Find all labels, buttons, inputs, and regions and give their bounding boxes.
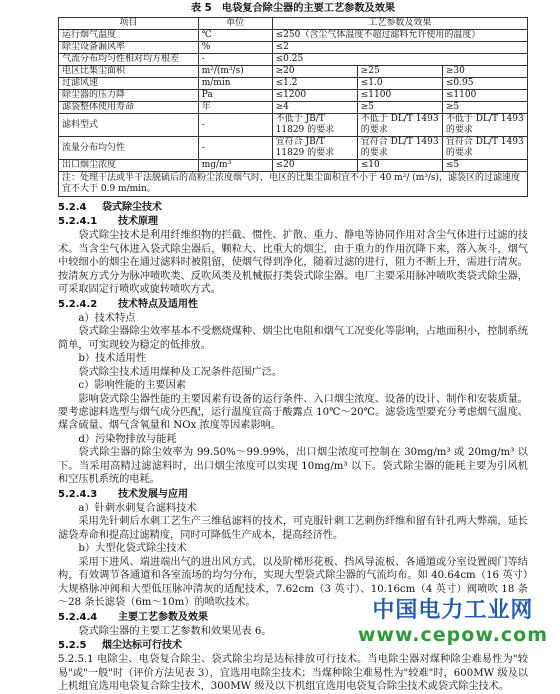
cell-unit: 年 (198, 102, 272, 114)
list-item: b）技术适用性 (78, 353, 147, 365)
table-row (59, 102, 528, 114)
cell-value: ≤2 (272, 42, 527, 54)
cell-value: ≥4 (272, 102, 357, 114)
list-item: d）污染物排放与能耗 (78, 433, 177, 445)
subsection-heading (58, 215, 528, 228)
parameter-table (58, 17, 528, 172)
paragraph: 袋式除尘技术是利用纤维织物的拦截、惯性、扩散、重力、静电等协同作用对含尘气体进行过滤的技术。当含尘气体进入袋式除尘器后，颗粒大、比重大的烟尘，由于重力的作用沉降下来，落入灰斗，烟气中较细小的烟尘在通过滤料时被阻留，使烟气得到净化，随着过滤的进行，阻力不断上升，需进行清灰。按清灰方式分为脉冲喷吹类、反吹风类及机械振打类袋式除尘器。电厂主要采用脉冲喷吹类袋式除尘器，可采取固定行喷吹或旋转喷吹方式。 (58, 230, 528, 296)
cell-unit: ℃ (198, 30, 272, 42)
paragraph: 采用先针刺后水刺工艺生产三维毡滤料的技术，可克服针刺工艺刺伤纤维和留有针孔两大弊端，延长滤袋寿命和提高过滤精度，同时可降低生产成本，提高经济性。 (58, 516, 528, 541)
heading-title: 技术特点及适用性 (118, 298, 198, 310)
list-item: a）针刺水刺复合滤料技术 (78, 502, 197, 514)
cell-value: ≤1.0 (357, 78, 442, 90)
cell-item: 气流分布均匀性相对均方根差 (59, 54, 199, 66)
cell-value: ≤1100 (357, 90, 442, 102)
cell-value: 宜符合 DL/T 1493 的要求 (442, 137, 527, 160)
col-header-item: 项目 (59, 18, 199, 30)
cell-value: ≤1.2 (272, 78, 357, 90)
paragraph: 袋式除尘器的除尘效率为 99.50%～99.99%，出口烟尘浓度可控制在 30mg/m³ 或 20mg/m³ 以下。当采用高精过滤滤料时，出口烟尘浓度可以实现 10mg/m³ 以下。袋式除尘器的能耗主要为引风机和空压机系统的电耗。 (58, 447, 528, 486)
paragraph: 影响袋式除尘器性能的主要因素有设备的运行条件、入口烟尘浓度、设备的设计、制作和安装质量。要考虑滤料选型与烟气成分匹配，运行温度宜高于酸露点 10℃～20℃。滤袋选型要充分考虑烟气温度、煤含硫量、烟气含氧量和 NOx 浓度等因素影响。 (58, 393, 528, 432)
cell-value: ≥5 (442, 102, 527, 114)
cell-value: ≤0.25 (272, 54, 527, 66)
cell-value: 宜符合 DL/T 1493 的要求 (357, 137, 442, 160)
table-row (59, 78, 528, 90)
cell-item: 过滤风速 (59, 78, 199, 90)
table-row (59, 42, 528, 54)
cell-value: 不低于 DL/T 1493 的要求 (357, 114, 442, 137)
table-caption: 表 5 电袋复合除尘器的主要工艺参数及效果 (190, 3, 396, 14)
table-row (59, 66, 528, 78)
cell-value: ≥30 (442, 66, 527, 78)
cell-value: 不低于 DL/T 1493 的要求 (442, 114, 527, 137)
cell-item: 出口烟尘浓度 (59, 160, 199, 172)
cell-unit: - (198, 137, 272, 160)
cell-value: ≥20 (272, 66, 357, 78)
cell-value: ≤1100 (442, 90, 527, 102)
heading-number: 5.2.4.4 (58, 611, 98, 623)
paragraph: 5.2.5.1 电除尘、电袋复合除尘、袋式除尘均是达标排放可行技术。当电除尘器对煤种除尘难易性为"较易"或"一般"时（评价方法见表 3），宜选用电除尘技术；当煤种除尘难易性为"较难"时，600MW 级及以上机组宜选用电袋复合除尘技术，300MW 级及以下机组宜选用电袋复合除尘技术或袋式除尘技术。 (58, 654, 528, 693)
section-heading (58, 201, 528, 214)
cell-value: ≤10 (357, 160, 442, 172)
table-header-row (59, 18, 528, 30)
table-row (59, 90, 528, 102)
heading-title: 袋式除尘技术 (102, 201, 162, 213)
list-item: b）大型化袋式除尘技术 (78, 543, 187, 555)
heading-title: 技术发展与应用 (118, 488, 188, 500)
col-header-params: 工艺参数及效果 (272, 18, 527, 30)
subsection-heading (58, 488, 528, 501)
table-row (59, 160, 528, 172)
table-row (59, 54, 528, 66)
table-row (59, 137, 528, 160)
heading-title: 主要工艺参数及效果 (118, 611, 208, 623)
paragraph: 采用下进风、端进端出气的进出风方式，以及阶梯形花板、挡风导流板、各通道或分室设置阀门等结构，有效调节各通道和各室流场的均匀分布，实现大型袋式除尘器的气流均布。如 40.64cm（16 英寸）大规格脉冲阀和大型低压脉冲清灰的适配技术，7.62cm（3 英寸）、10.16cm（4 英寸）阀喷吹 18 条～28 条长滤袋（6m～10m）的喷吹技术。 (58, 556, 528, 609)
heading-number: 5.2.4.1 (58, 216, 98, 228)
heading-number: 5.2.5 (58, 640, 87, 652)
cell-item: 除尘器的压力降 (59, 90, 199, 102)
list-item: a）技术特点 (78, 312, 136, 324)
heading-title: 烟尘达标可行技术 (102, 640, 182, 652)
cell-value: ≤0.95 (442, 78, 527, 90)
heading-number: 5.2.4.2 (58, 298, 98, 310)
cell-value: ≤1200 (272, 90, 357, 102)
cell-value: ≤5 (442, 160, 527, 172)
cell-value: ≤20 (272, 160, 357, 172)
heading-number: 5.2.4.3 (58, 488, 98, 500)
cell-value: 宜符合 JB/T 11829 的要求 (272, 137, 357, 160)
cell-unit: m²/(m³/s) (198, 66, 272, 78)
paragraph: 袋式除尘器的主要工艺参数和效果见表 6。 (78, 625, 272, 637)
heading-number: 5.2.4 (58, 201, 87, 213)
cell-unit: mg/m³ (198, 160, 272, 172)
cell-unit: % (198, 42, 272, 54)
watermark-url: www.cepow.com (357, 624, 548, 647)
cell-unit: Pa (198, 90, 272, 102)
watermark-cn: 中国电力工业网 (372, 598, 534, 623)
table-row (59, 114, 528, 137)
table-row (59, 30, 528, 42)
paragraph: 袋式除尘器除尘效率基本不受燃烧煤种、烟尘比电阻和烟气工况变化等影响，占地面积小，控制系统简单，可实现较为稳定的低排放。 (58, 326, 528, 351)
cell-value: 不低于 JB/T 11829 的要求 (272, 114, 357, 137)
cell-item: 除尘设备漏风率 (59, 42, 199, 54)
cell-value: ≥25 (357, 66, 442, 78)
col-header-unit: 单位 (198, 18, 272, 30)
paragraph: 袋式除尘技术适用煤种及工况条件范围广泛。 (78, 366, 283, 378)
heading-title: 技术原理 (118, 216, 158, 228)
cell-item: 滤料型式 (59, 114, 199, 137)
cell-item: 运行烟气温度 (59, 30, 199, 42)
document-page (58, 2, 528, 694)
cell-value: ≥5 (357, 102, 442, 114)
cell-item: 流量分布均匀性 (59, 137, 199, 160)
table-note: 注：处理干法或半干法脱硫后的高粉尘浓度烟气时，电区的比集尘面积宜不小于 40 m²/ (m³/s)，滤袋区的过滤速度宜不大于 0.9 m/min。 (58, 172, 528, 197)
cell-value: ≤250（含尘气体温度不超过滤料允许使用的温度） (272, 30, 527, 42)
cell-unit: - (198, 114, 272, 137)
cell-unit: m/min (198, 78, 272, 90)
list-item: c）影响性能的主要因素 (78, 380, 186, 392)
subsection-heading (58, 298, 528, 311)
cell-item: 滤袋整体使用寿命 (59, 102, 199, 114)
cell-item: 电区比集尘面积 (59, 66, 199, 78)
cell-unit: - (198, 54, 272, 66)
watermark-logo (358, 596, 548, 648)
